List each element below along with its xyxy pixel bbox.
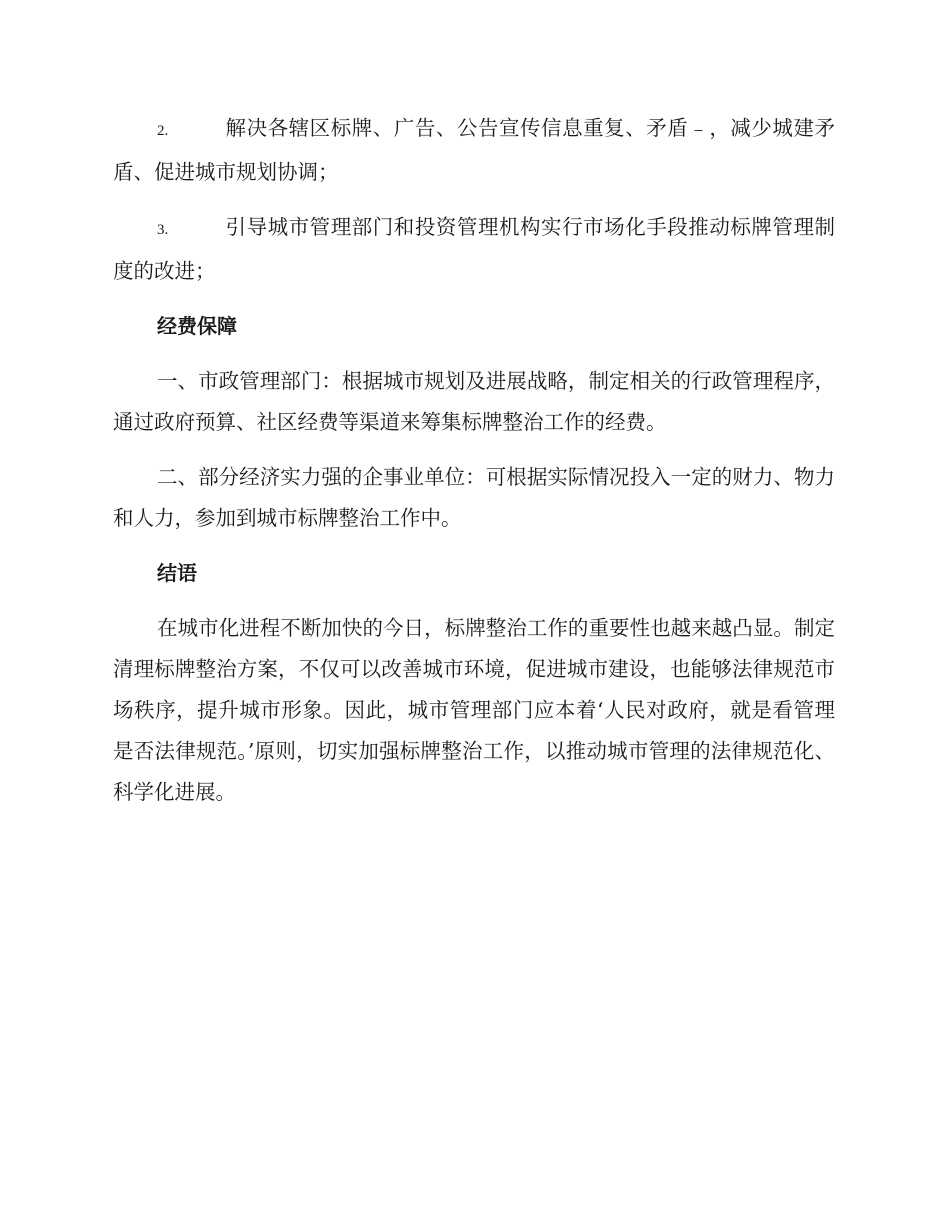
list-number: 3. [157,222,169,238]
paragraph-funding-2: 二、部分经济实力强的企事业单位：可根据实际情况投入一定的财力、物力和人力，参加到城市标牌整治工作中。 [113,465,835,530]
section-heading-conclusion: 结语 [157,561,197,585]
paragraph-conclusion: 在城市化进程不断加快的今日，标牌整治工作的重要性也越来越凸显。制定清理标牌整治方案，不仅可以改善城市环境，促进城市建设，也能够法律规范市场秩序，提升城市形象。因此，城市管理部门应本着‘人民对政府，就是看管理是否法律规范。’原则，切实加强标牌整治工作，以推动城市管理的法律规范化、科学化进展。 [113,616,835,804]
document-page [113,108,835,827]
list-number: 2. [157,123,169,139]
list-item-3 [113,207,835,292]
paragraph-funding-1: 一、市政管理部门：根据城市规划及进展战略，制定相关的行政管理程序，通过政府预算、社区经费等渠道来筹集标牌整治工作的经费。 [113,369,835,434]
section-heading-funding: 经费保障 [157,314,237,338]
list-item-2 [113,108,835,193]
list-text: 引导城市管理部门和投资管理机构实行市场化手段推动标牌管理制度的改进； [113,215,835,283]
list-text: 解决各辖区标牌、广告、公告宣传信息重复、矛盾﹣，减少城建矛盾、促进城市规划协调； [113,116,835,184]
